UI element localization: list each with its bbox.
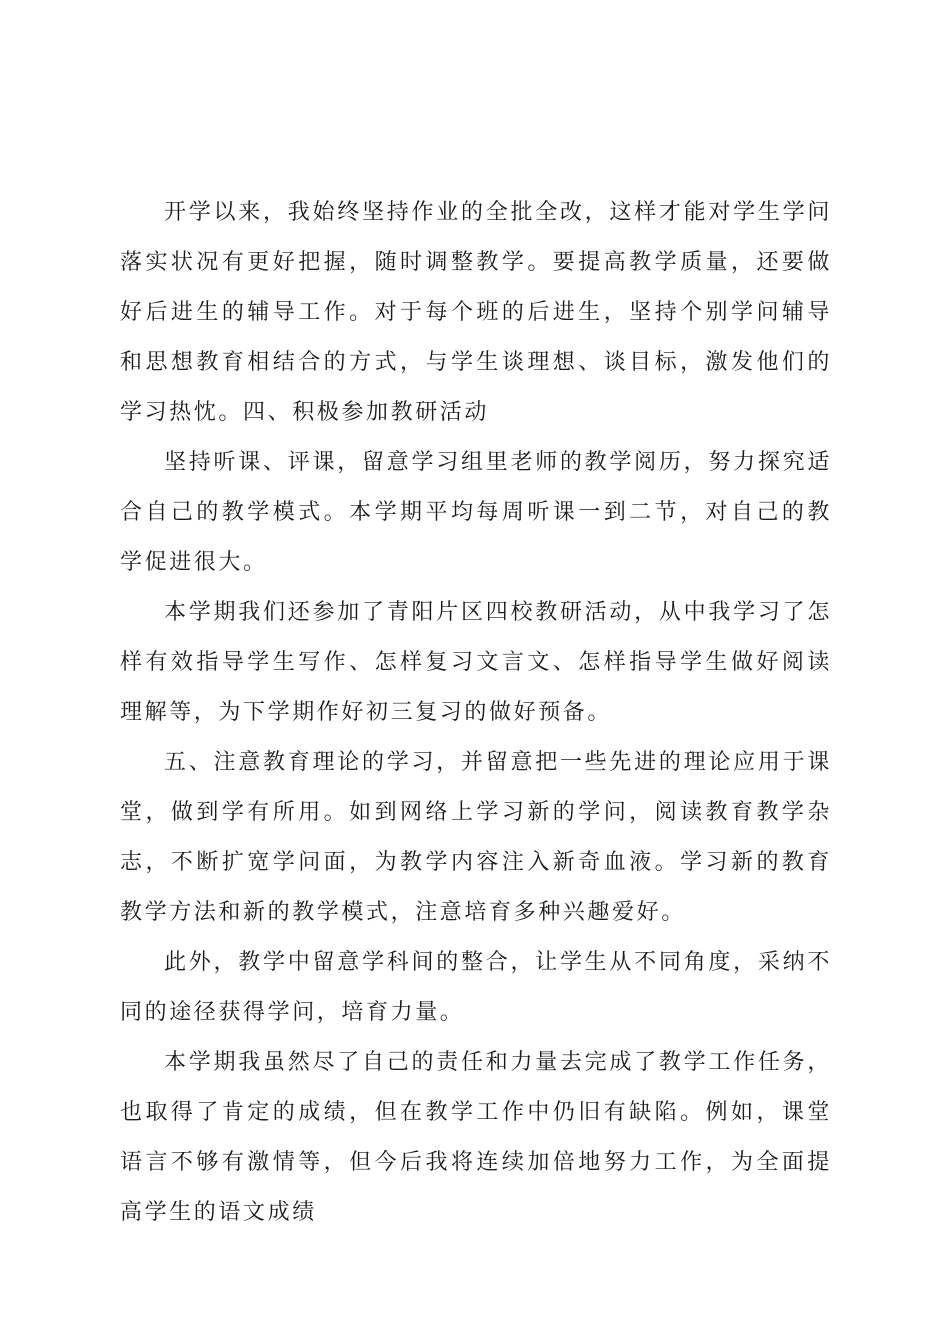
document-body (120, 188, 832, 1238)
paragraph-5: 此外，教学中留意学科间的整合，让学生从不同角度，采纳不同的途径获得学问，培育力量。 (120, 950, 832, 1025)
paragraph-4: 五、注意教育理论的学习，并留意把一些先进的理论应用于课堂，做到学有所用。如到网络上学习新的学问，阅读教育教学杂志，不断扩宽学问面，为教学内容注入新奇血液。学习新的教育教学方法和新的教学模式，注意培育多种兴趣爱好。 (120, 750, 832, 925)
paragraph-6: 本学期我虽然尽了自己的责任和力量去完成了教学工作任务，也取得了肯定的成绩，但在教学工作中仍旧有缺陷。例如，课堂语言不够有激情等，但今后我将连续加倍地努力工作，为全面提高学生的语文成绩 (120, 1050, 832, 1225)
paragraph-2: 坚持听课、评课，留意学习组里老师的教学阅历，努力探究适合自己的教学模式。本学期平均每周听课一到二节，对自己的教学促进很大。 (120, 450, 832, 575)
paragraph-3: 本学期我们还参加了青阳片区四校教研活动，从中我学习了怎样有效指导学生写作、怎样复习文言文、怎样指导学生做好阅读理解等，为下学期作好初三复习的做好预备。 (120, 600, 832, 725)
paragraph-1: 开学以来，我始终坚持作业的全批全改，这样才能对学生学问落实状况有更好把握，随时调整教学。要提高教学质量，还要做好后进生的辅导工作。对于每个班的后进生，坚持个别学问辅导和思想教育相结合的方式，与学生谈理想、谈目标，激发他们的学习热忱。四、积极参加教研活动 (120, 200, 832, 425)
